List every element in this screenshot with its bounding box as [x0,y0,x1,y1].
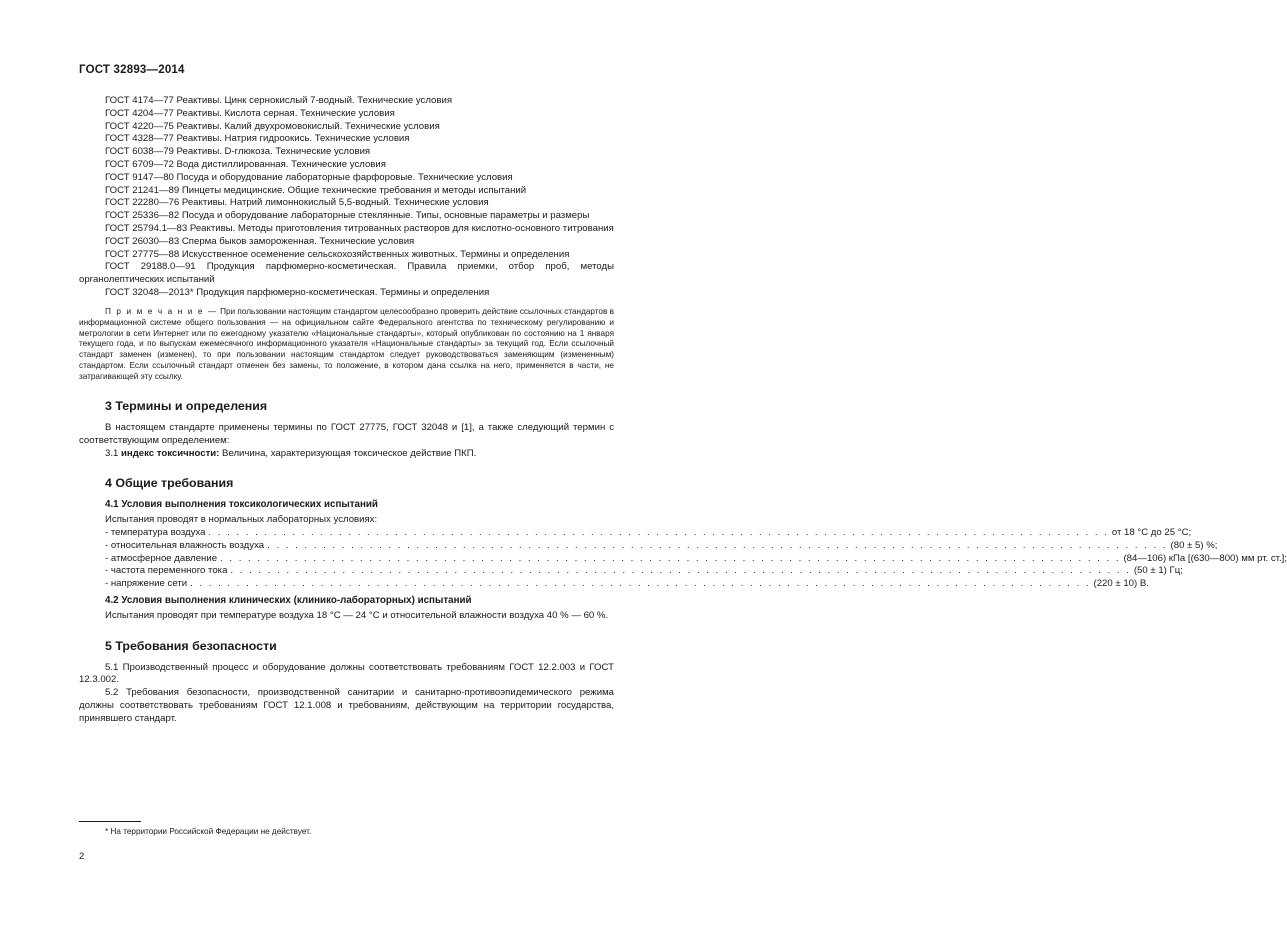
section-5-1-text: 5.1 Производственный процесс и оборудование должны соответствовать требованиям ГОСТ 12.2.003 и ГОСТ 12.3.002. [79,661,614,686]
section-4-heading: 4 Общие требования [105,476,234,491]
dot-leader: . . . . . . . . . . . . . . . . . . . . . . . . . . . . . . . . . . . . . . . . . . . . . . . . . . . . . . . . . . . . . . . . . . . . . . . . . . . . . . . . . . . . . . . . . . . . . . . . . [208,527,1109,539]
condition-value: (84—106) кПа [(630—800) мм рт. ст.]; [1123,552,1287,564]
page-header-title: ГОСТ 32893—2014 [79,64,185,76]
term-number: 3.1 [105,447,119,459]
dot-leader: . . . . . . . . . . . . . . . . . . . . . . . . . . . . . . . . . . . . . . . . . . . . . . . . . . . . . . . . . . . . . . . . . . . . . . . . . . . . . . . . . . . . . . . . . . . . . . . . . [267,539,1168,551]
reference-item: ГОСТ 21241—89 Пинцеты медицинские. Общие технические требования и методы испытаний [105,184,527,196]
condition-row [79,527,1192,540]
reference-item: ГОСТ 4204—77 Реактивы. Кислота серная. Технические условия [105,107,395,119]
footnote-divider [79,821,141,822]
reference-item: ГОСТ 4220—75 Реактивы. Калий двухромовокислый. Технические условия [105,120,440,132]
reference-item: ГОСТ 26030—83 Сперма быков замороженная. Технические условия [105,235,415,247]
condition-value: (220 ± 10) В. [1093,578,1149,590]
reference-item: ГОСТ 25336—82 Посуда и оборудование лабораторные стеклянные. Типы, основные параметры и размеры [105,210,590,222]
section-3-heading: 3 Термины и определения [105,399,268,414]
reference-item: ГОСТ 29188.0—91 Продукция парфюмерно-косметическая. Правила приемки, отбор проб, методы органолептических испытаний [79,261,614,286]
condition-row [79,539,1218,553]
footnote: * На территории Российской Федерации не действует. [105,827,312,836]
reference-item: ГОСТ 32048—2013* Продукция парфюмерно-косметическая. Термины и определения [105,286,490,298]
subsection-4-1-intro: Испытания проводят в нормальных лабораторных условиях: [105,514,378,526]
condition-row [79,565,1183,578]
term-definition-text: Величина, характеризующая токсическое действие ПКП. [222,447,477,459]
dot-leader: . . . . . . . . . . . . . . . . . . . . . . . . . . . . . . . . . . . . . . . . . . . . . . . . . . . . . . . . . . . . . . . . . . . . . . . . . . . . . . . . . . . . . . . . . . . . . . . . . [230,565,1131,577]
reference-item: ГОСТ 4328—77 Реактивы. Натрия гидроокись. Технические условия [105,133,410,145]
condition-label: - атмосферное давление [105,552,218,564]
dot-leader: . . . . . . . . . . . . . . . . . . . . . . . . . . . . . . . . . . . . . . . . . . . . . . . . . . . . . . . . . . . . . . . . . . . . . . . . . . . . . . . . . . . . . . . . . . . . . . . . . [220,552,1121,564]
subsection-4-2-heading: 4.2 Условия выполнения клинических (клинико-лабораторных) испытаний [105,595,472,607]
reference-item: ГОСТ 27775—88 Искусственное осеменение сельскохозяйственных животных. Термины и определения [105,248,570,260]
reference-item: ГОСТ 22280—76 Реактивы. Натрий лимоннокислый 5,5-водный. Технические условия [105,197,489,209]
note-paragraph [79,307,614,383]
reference-item: ГОСТ 25794.1—83 Реактивы. Методы приготовления титрованных растворов для кислотно-основного титрования [105,222,614,234]
note-label: П р и м е ч а н и е — [105,306,218,316]
condition-value: (80 ± 5) %; [1170,539,1218,551]
section-3-intro: В настоящем стандарте применены термины по ГОСТ 27775, ГОСТ 32048 и [1], а также следующий термин с соответствующим определением: [79,422,614,446]
page-content [79,95,1287,726]
condition-value: от 18 °С до 25 °С; [1111,527,1192,539]
subsection-4-1-heading: 4.1 Условия выполнения токсикологических испытаний [105,499,378,511]
reference-item: ГОСТ 9147—80 Посуда и оборудование лабораторные фарфоровые. Технические условия [105,171,513,183]
dot-leader: . . . . . . . . . . . . . . . . . . . . . . . . . . . . . . . . . . . . . . . . . . . . . . . . . . . . . . . . . . . . . . . . . . . . . . . . . . . . . . . . . . . . . . . . . . . . . . . . . [190,578,1091,590]
condition-row [79,552,1287,566]
condition-label: - частота переменного тока [105,565,228,577]
reference-item: ГОСТ 6709—72 Вода дистиллированная. Технические условия [105,158,386,170]
note-text: При пользовании настоящим стандартом целесообразно проверить действие ссылочных стандартов в информационной системе общего пользования — на официальном сайте Федерального агентства по техническому регулированию и метрологии в сети Интернет или по ежегодному указателю «Национальные стандарты», который опубликован по состоянию на 1 января текущего года, и по выпускам ежемесячного информационного указателя «Национальные стандарты» за текущий год. Если ссылочный стандарт заменен (изменен), то при пользовании настоящим стандартом следует руководствоваться заменяющим (измененным) стандартом. Если ссылочный стандарт отменен без замены, то положение, в котором дана ссылка на него, применяется в части, не затрагивающей эту ссылку. [79,306,615,382]
condition-row [79,578,1149,591]
reference-item: ГОСТ 6038—79 Реактивы. D-глюкоза. Технические условия [105,146,371,158]
section-5-2-text: 5.2 Требования безопасности, производственной санитарии и санитарно-противоэпидемического режима должны соответствовать требованиям ГОСТ 12.1.008 и требованиям, действующим на территории государства, принявшего стандарт. [79,687,614,724]
term-name: индекс токсичности: [121,447,220,459]
condition-label: - напряжение сети [105,578,188,590]
reference-list [79,95,614,300]
condition-value: (50 ± 1) Гц; [1133,565,1183,577]
condition-label: - относительная влажность воздуха [105,539,265,551]
page-number: 2 [79,851,85,862]
condition-label: - температура воздуха [105,527,206,539]
reference-item: ГОСТ 4174—77 Реактивы. Цинк сернокислый 7-водный. Технические условия [105,95,453,106]
section-5-heading: 5 Требования безопасности [105,638,277,653]
subsection-4-2-text: Испытания проводят при температуре воздуха 18 °С — 24 °С и относительной влажности воздуха 40 % — 60 %. [105,609,609,621]
term-definition [79,448,614,461]
